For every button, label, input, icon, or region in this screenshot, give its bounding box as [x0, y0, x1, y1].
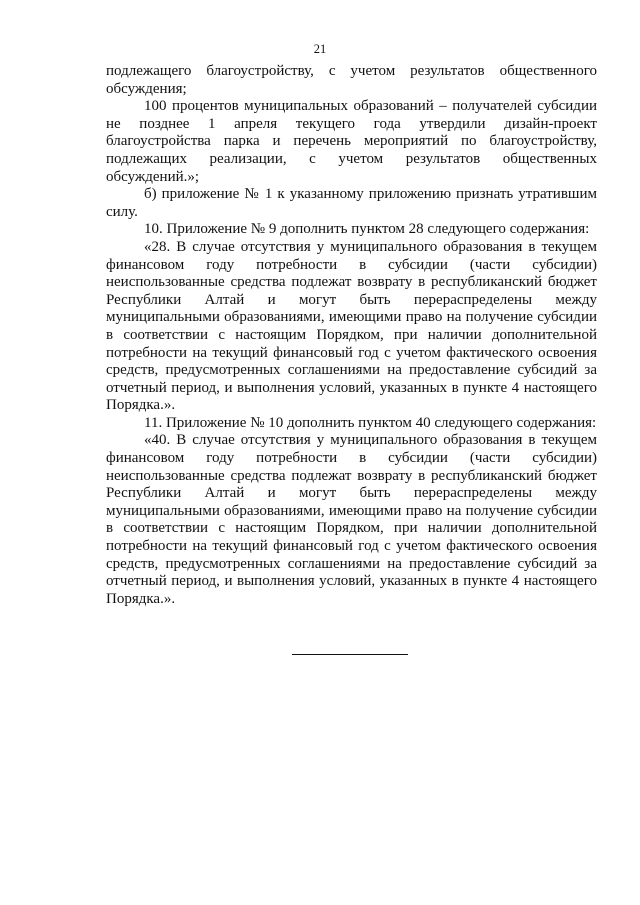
paragraph-clause-40: «40. В случае отсутствия у муниципального образования в текущем финансовом году потребности в субсидии (части субсидии) неиспользованные средства подлежат возврату в республиканский бюджет Республики Алтай и могут быть перераспределены между муниципальными образованиями, имеющими право на получение субсидии в соответствии с настоящим Порядком, при наличии дополнительной потребности на текущий финансовый год с учетом фактического освоения средств, предусмотренных соглашениями на предоставление субсидий за отчетный период, и выполнения условий, указанных в пункте 4 настоящего Порядка.». [106, 432, 597, 607]
paragraph-clause-28: «28. В случае отсутствия у муниципального образования в текущем финансовом году потребности в субсидии (части субсидии) неиспользованные средства подлежат возврату в республиканский бюджет Республики Алтай и могут быть перераспределены между муниципальными образованиями, имеющими право на получение субсидии в соответствии с настоящим Порядком, при наличии дополнительной потребности на текущий финансовый год с учетом фактического освоения средств, предусмотренных соглашениями на предоставление субсидий за отчетный период, и выполнения условий, указанных в пункте 4 настоящего Порядка.». [106, 238, 597, 414]
document-body [106, 63, 597, 608]
paragraph-continuation: подлежащего благоустройству, с учетом результатов общественного обсуждения; [106, 63, 597, 97]
paragraph-item-11: 11. Приложение № 10 дополнить пунктом 40 следующего содержания: [144, 414, 597, 431]
page-number: 21 [313, 42, 327, 56]
paragraph-item-10: 10. Приложение № 9 дополнить пунктом 28 следующего содержания: [144, 221, 590, 238]
end-divider-line [292, 654, 408, 655]
paragraph-criteria-100-percent: 100 процентов муниципальных образований – получателей субсидии не позднее 1 апреля текущего года утвердили дизайн-проект благоустройства парка и перечень мероприятий по благоустройству, подлежащих реализации, с учетом результатов общественных обсуждений.»; [106, 98, 597, 185]
paragraph-annex-1-void: б) приложение № 1 к указанному приложению признать утратившим силу. [106, 186, 597, 220]
